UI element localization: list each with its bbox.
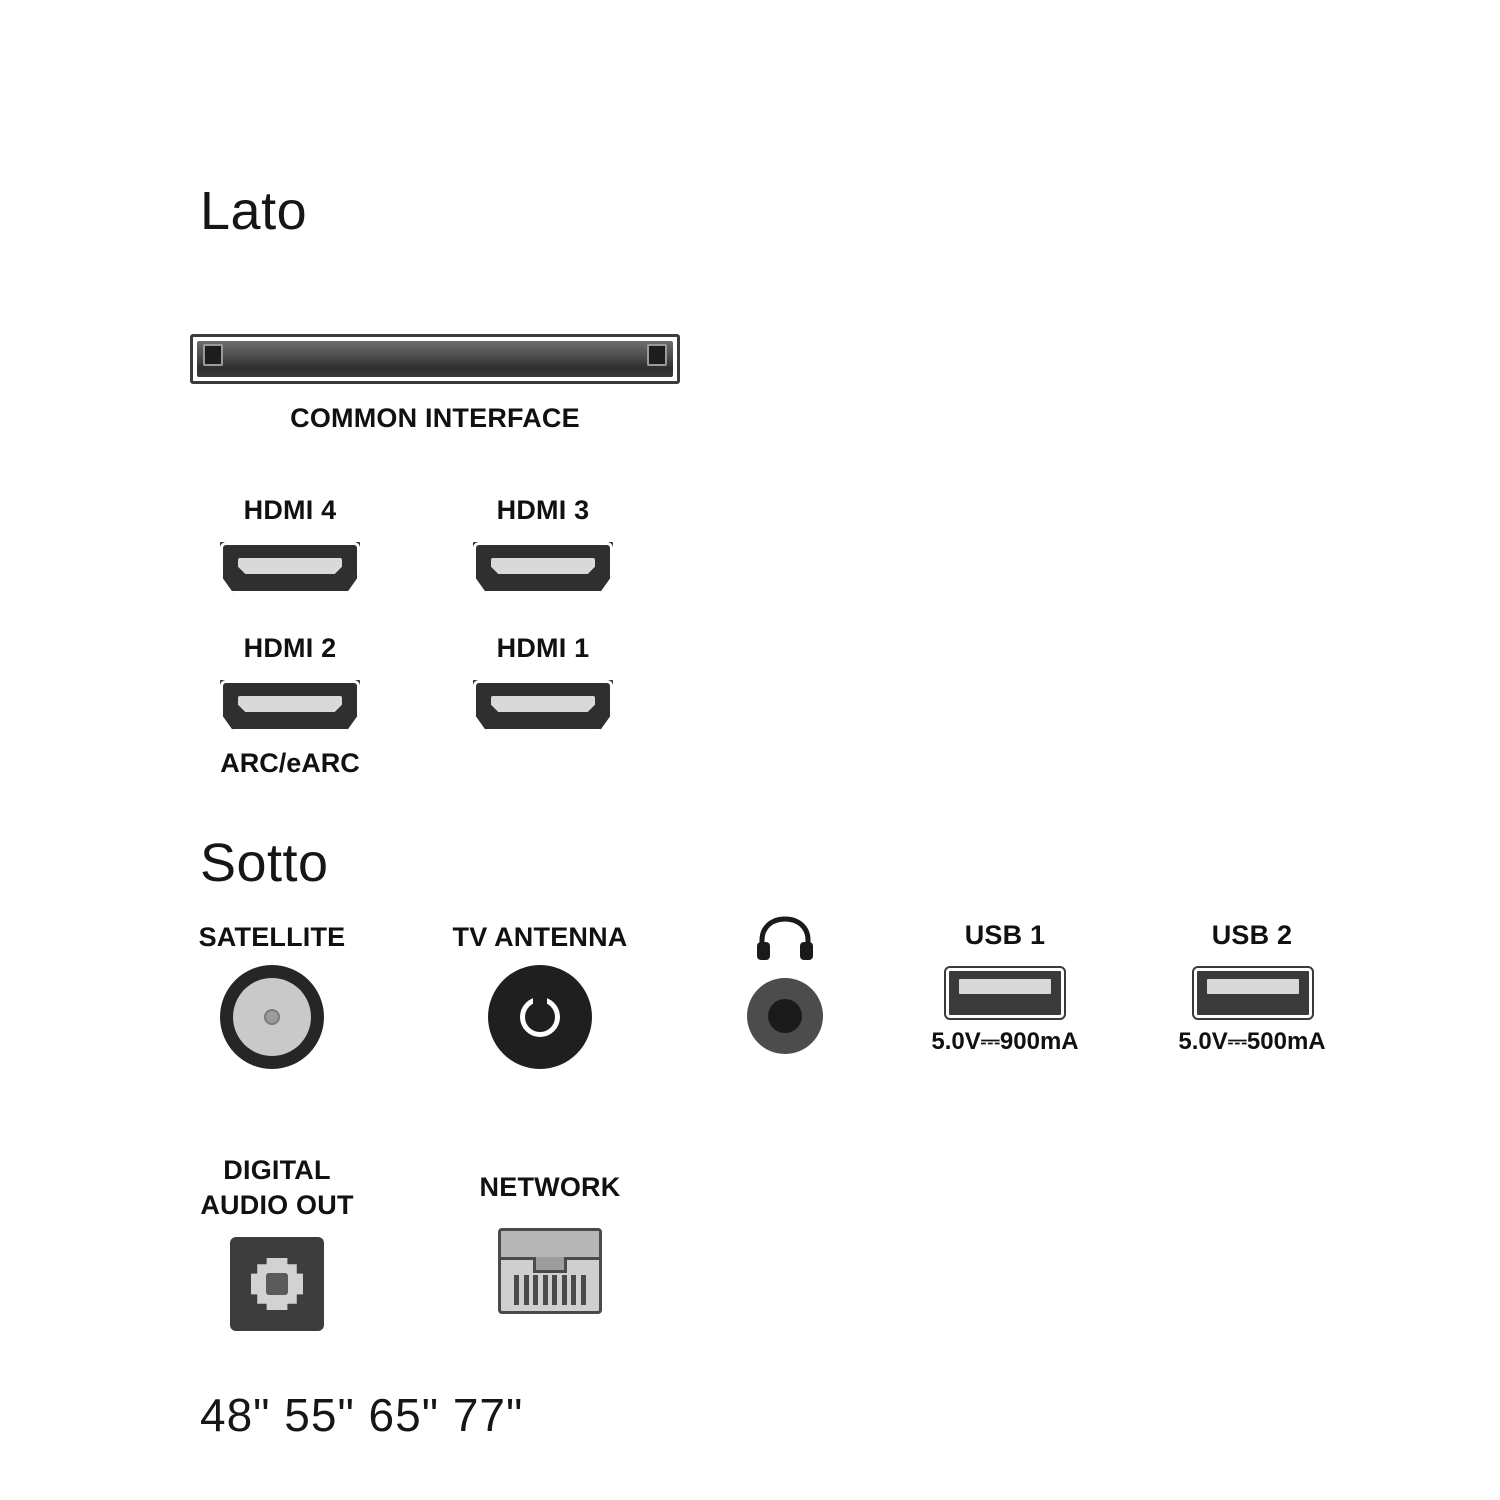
digital-audio-out-label-line2: AUDIO OUT: [200, 1190, 354, 1220]
optical-toslink-icon: [251, 1258, 303, 1310]
rj45-tab-icon: [533, 1257, 567, 1273]
tv-antenna-port[interactable]: [488, 965, 592, 1069]
ci-notch-left-icon: [203, 344, 223, 366]
hdmi-1-port[interactable]: [473, 680, 613, 732]
usb-port-icon: [959, 979, 1051, 994]
section-title-side: Lato: [200, 181, 308, 241]
network-port[interactable]: [498, 1228, 602, 1314]
network-label: NETWORK: [479, 1172, 621, 1202]
usb-1-power-rating: 5.0V⎓900mA: [931, 1028, 1079, 1055]
hdmi-2-port[interactable]: [220, 680, 360, 732]
headphone-jack-hole-icon: [768, 999, 802, 1033]
usb-1-label: USB 1: [964, 920, 1046, 950]
f-connector-icon: [233, 978, 311, 1056]
usb-2-power-rating: 5.0V⎓500mA: [1178, 1028, 1326, 1055]
screen-sizes-label: 48" 55" 65" 77": [200, 1389, 524, 1441]
f-connector-pin-icon: [264, 1009, 280, 1025]
ci-slot-icon: [197, 341, 673, 377]
usb-2-label: USB 2: [1211, 920, 1293, 950]
hdmi-4-port[interactable]: [220, 542, 360, 594]
tv-antenna-label: TV ANTENNA: [452, 922, 628, 952]
section-title-bottom: Sotto: [200, 833, 329, 893]
hdmi-port-icon: [238, 558, 342, 574]
headphone-icon: [754, 916, 816, 962]
usb-1-port[interactable]: [946, 968, 1064, 1018]
hdmi-1-label: HDMI 1: [496, 633, 590, 663]
hdmi-3-label: HDMI 3: [496, 495, 590, 525]
coax-gap-icon: [533, 996, 547, 1006]
coax-connector-icon: [520, 997, 560, 1037]
hdmi-port-icon: [491, 558, 595, 574]
digital-audio-out-port[interactable]: [230, 1237, 324, 1331]
common-interface-label: COMMON INTERFACE: [290, 403, 580, 433]
optical-center-icon: [266, 1273, 288, 1295]
hdmi-2-arc-sublabel: ARC/eARC: [220, 748, 360, 778]
satellite-port[interactable]: [220, 965, 324, 1069]
usb-2-port[interactable]: [1194, 968, 1312, 1018]
rj45-ethernet-icon: [501, 1231, 599, 1260]
hdmi-port-icon: [491, 696, 595, 712]
hdmi-port-icon: [238, 696, 342, 712]
headphone-jack-port[interactable]: [747, 978, 823, 1054]
hdmi-2-label: HDMI 2: [243, 633, 337, 663]
hdmi-4-label: HDMI 4: [243, 495, 337, 525]
usb-port-icon: [1207, 979, 1299, 994]
rj45-pins-icon: [514, 1275, 586, 1305]
digital-audio-out-label-line1: DIGITAL: [223, 1155, 331, 1185]
hdmi-3-port[interactable]: [473, 542, 613, 594]
satellite-label: SATELLITE: [198, 922, 346, 952]
ci-notch-right-icon: [647, 344, 667, 366]
common-interface-port[interactable]: [190, 334, 680, 384]
